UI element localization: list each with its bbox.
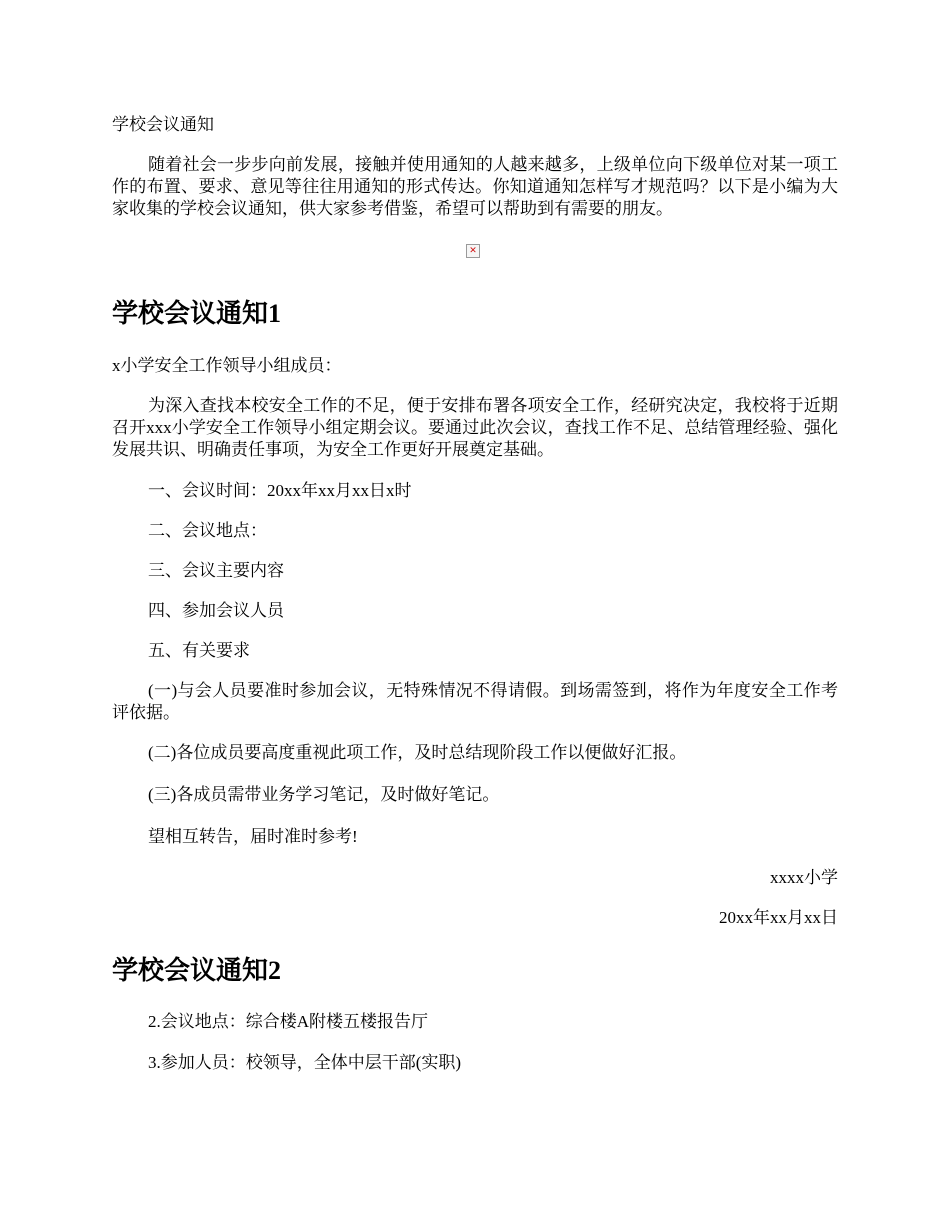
broken-image-icon: ✕ (466, 244, 480, 258)
section1-item-place: 二、会议地点： (148, 521, 267, 540)
section1-date: 20xx年xx月xx日 (719, 908, 838, 927)
section1-signature: xxxx小学 (770, 868, 838, 887)
section1-item-time: 一、会议时间：20xx年xx月xx日x时 (148, 481, 412, 500)
section1-requirement-2: (二)各位成员要高度重视此项工作，及时总结现阶段工作以便做好汇报。 (148, 743, 687, 762)
section1-heading: 学校会议通知1 (112, 299, 282, 328)
document-title: 学校会议通知 (112, 115, 214, 134)
section2-heading: 学校会议通知2 (112, 956, 282, 985)
section1-requirement-1: (一)与会人员要准时参加会议，无特殊情况不得请假。到场需签到，将作为年度安全工作考评依据。 (112, 681, 838, 722)
intro-paragraph: 随着社会一步步向前发展，接触并使用通知的人越来越多，上级单位向下级单位对某一项工作的布置、要求、意见等往往用通知的形式传达。你知道通知怎样写才规范吗？以下是小编为大家收集的学校会议通知，供大家参考借鉴，希望可以帮助到有需要的朋友。 (112, 155, 838, 218)
section1-item-attendees: 四、参加会议人员 (148, 601, 284, 620)
section1-item-requirements: 五、有关要求 (148, 641, 250, 660)
section1-item-content: 三、会议主要内容 (148, 561, 284, 580)
section2-item-attendees: 3.参加人员：校领导，全体中层干部(实职) (148, 1053, 462, 1072)
section1-closing: 望相互转告，届时准时参考! (148, 827, 358, 846)
section2-item-place: 2.会议地点：综合楼A附楼五楼报告厅 (148, 1012, 429, 1031)
section1-requirement-3: (三)各成员需带业务学习笔记，及时做好笔记。 (148, 785, 500, 804)
section1-body: 为深入查找本校安全工作的不足，便于安排布署各项安全工作，经研究决定，我校将于近期召开xxx小学安全工作领导小组定期会议。要通过此次会议，查找工作不足、总结管理经验、强化发展共识、明确责任事项，为安全工作更好开展奠定基础。 (112, 396, 838, 459)
section1-salutation: x小学安全工作领导小组成员： (112, 356, 342, 375)
